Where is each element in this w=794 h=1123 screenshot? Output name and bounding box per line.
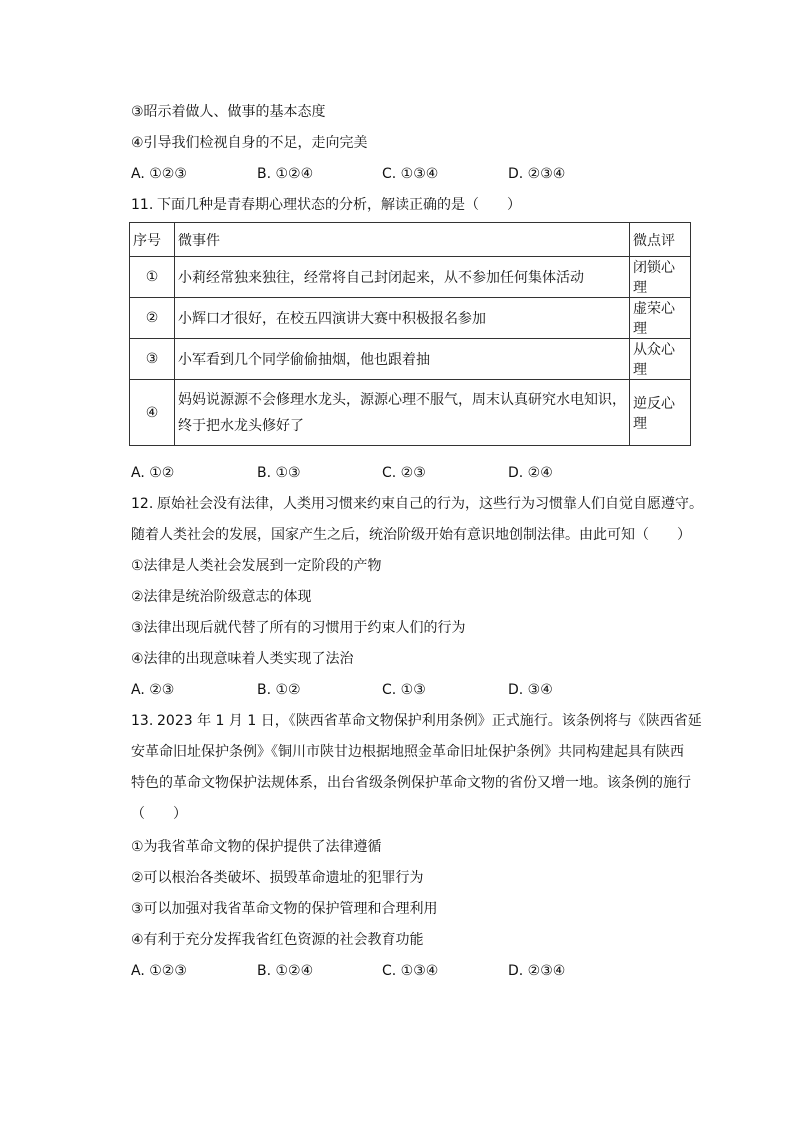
q12-item-3: ③法律出现后就代替了所有的习惯用于约束人们的行为 [131,620,466,636]
q12-number: 12. [131,496,154,512]
row-no: ① [130,257,175,298]
q12-stem-text-1: 原始社会没有法律，人类用习惯来约束自己的行为，这些行为习惯靠人们自觉自愿遵守。 [157,496,703,512]
table-row [130,298,691,339]
q13-stem-line-4: （ ） [131,806,187,822]
row-comment: 逆反心理 [630,380,691,446]
q13-stem-line-1 [131,711,702,731]
row-comment: 虚荣心理 [630,298,691,339]
q10-option-b[interactable]: B. ①②④ [257,166,314,182]
q11-table [129,222,691,446]
q12-option-d[interactable]: D. ③④ [508,682,553,698]
q11-stem-text: 下面几种是青春期心理状态的分析，解读正确的是（ ） [157,197,521,213]
q10-item-3: ③昭示着做人、做事的基本态度 [131,104,326,120]
q10-option-a[interactable]: A. ①②③ [131,166,187,182]
row-event: 小军看到几个同学偷偷抽烟，他也跟着抽 [175,339,630,380]
table-header-row [130,223,691,257]
q11-stem [131,195,521,215]
q13-option-c[interactable]: C. ①③④ [382,963,439,979]
row-no: ② [130,298,175,339]
table-row [130,339,691,380]
q13-stem-line-2: 安革命旧址保护条例》《铜川市陕甘边根据地照金革命旧址保护条例》共同构建起具有陕西 [131,744,684,760]
table-row [130,257,691,298]
q13-option-b[interactable]: B. ①②④ [257,963,314,979]
row-comment: 从众心理 [630,339,691,380]
q10-item-4: ④引导我们检视自身的不足，走向完美 [131,135,368,151]
q12-item-2: ②法律是统治阶级意志的体现 [131,589,312,605]
q13-option-a[interactable]: A. ①②③ [131,963,187,979]
header-no: 序号 [130,223,175,257]
q12-item-4: ④法律的出现意味着人类实现了法治 [131,651,354,667]
q12-stem-line-1 [131,494,703,514]
q13-item-4: ④有利于充分发挥我省红色资源的社会教育功能 [131,932,424,948]
q11-number: 11. [131,197,154,213]
q10-option-d[interactable]: D. ②③④ [508,166,566,182]
row-no: ③ [130,339,175,380]
q11-option-c[interactable]: C. ②③ [382,465,426,481]
q12-option-c[interactable]: C. ①③ [382,682,426,698]
header-comment: 微点评 [630,223,691,257]
q11-option-a[interactable]: A. ①② [131,465,175,481]
q11-option-b[interactable]: B. ①③ [257,465,301,481]
q12-option-a[interactable]: A. ②③ [131,682,175,698]
row-event: 小莉经常独来独往，经常将自己封闭起来，从不参加任何集体活动 [175,257,630,298]
q12-stem-line-2: 随着人类社会的发展，国家产生之后，统治阶级开始有意识地创制法律。由此可知（ ） [131,527,691,543]
row-event [175,380,630,446]
table-row [130,380,691,446]
row-event: 小辉口才很好，在校五四演讲大赛中积极报名参加 [175,298,630,339]
q13-stem-line-3: 特色的革命文物保护法规体系，出台省级条例保护革命文物的省份又增一地。该条例的施行 [131,775,691,791]
row-event-line-2: 终于把水龙头修好了 [178,417,304,434]
row-event-line-1: 妈妈说源源不会修理水龙头，源源心理不服气，周末认真研究水电知识， [178,391,626,408]
header-event: 微事件 [175,223,630,257]
q13-item-1: ①为我省革命文物的保护提供了法律遵循 [131,839,382,855]
row-comment: 闭锁心理 [630,257,691,298]
q13-item-2: ②可以根治各类破坏、损毁革命遗址的犯罪行为 [131,870,424,886]
q13-option-d[interactable]: D. ②③④ [508,963,566,979]
q11-option-d[interactable]: D. ②④ [508,465,553,481]
q13-item-3: ③可以加强对我省革命文物的保护管理和合理利用 [131,901,438,917]
q13-number: 13. [131,713,154,729]
q12-item-1: ①法律是人类社会发展到一定阶段的产物 [131,558,382,574]
q10-option-c[interactable]: C. ①③④ [382,166,439,182]
row-no: ④ [130,380,175,446]
q12-option-b[interactable]: B. ①② [257,682,301,698]
q13-stem-text-1: 2023 年 1 月 1 日，《陕西省革命文物保护利用条例》正式施行。该条例将与《陕西省延 [157,713,702,729]
